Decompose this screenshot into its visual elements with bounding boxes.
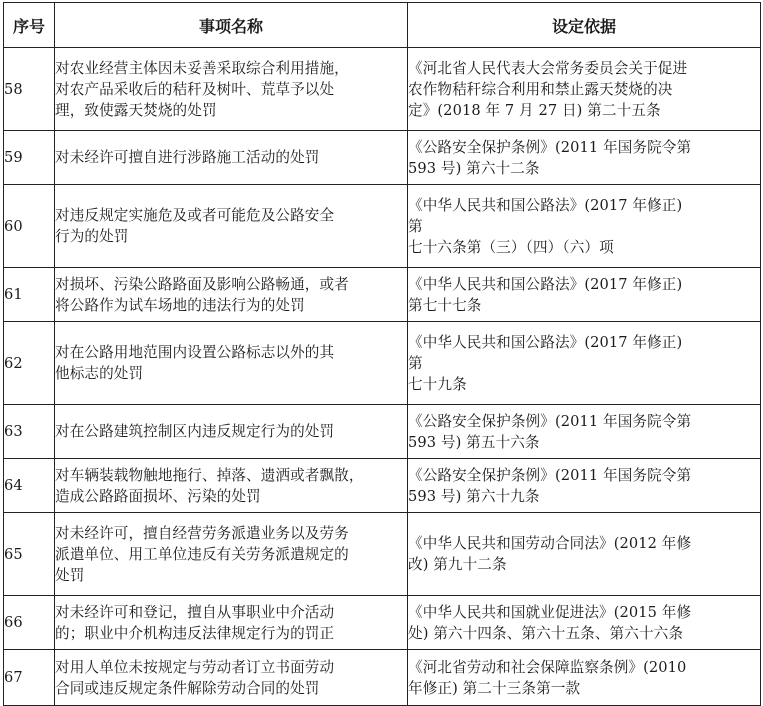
item-name-cell-line: 他标志的处罚: [55, 365, 144, 382]
table-row: [4, 405, 761, 459]
item-name-cell-line: 派遣单位、用工单位违反有关劳务派遣规定的: [55, 545, 349, 563]
item-name-cell-line: 对在公路用地范围内设置公路标志以外的其: [55, 344, 335, 361]
item-name-cell: [55, 185, 408, 268]
legal-basis-cell-line: 第: [408, 354, 423, 372]
item-name-cell-line: 处罚: [55, 566, 85, 584]
item-name-cell: [55, 650, 408, 706]
header-item-name: 事项名称: [55, 3, 408, 48]
item-name-cell-line: 对未经许可擅自进行涉路施工活动的处罚: [55, 149, 320, 166]
legal-basis-cell-line: 七十六条第（三）（四）（六）项: [408, 238, 614, 256]
legal-basis-cell-line: 《河北省人民代表大会常务委员会关于促进: [408, 59, 688, 77]
legal-basis-cell: [408, 131, 761, 185]
item-name-cell-line: 行为的处罚: [55, 228, 129, 245]
table-row: [4, 459, 761, 513]
serial-no-cell: 65: [4, 513, 55, 596]
item-name-cell-line: 对农产品采收后的秸秆及树叶、荒草予以处: [55, 80, 335, 98]
header-legal-basis: 设定依据: [408, 3, 761, 48]
item-name-cell-line: 对车辆装载物触地拖行、掉落、遗洒或者飘散，: [55, 466, 364, 484]
item-name-cell: [55, 513, 408, 596]
item-name-cell: [55, 322, 408, 405]
legal-basis-cell-line: 处) 第六十四条、第六十五条、第六十六条: [408, 624, 684, 642]
item-name-cell-line: 对农业经营主体因未妥善采取综合利用措施，: [55, 59, 349, 77]
item-name-cell-line: 对用人单位未按规定与劳动者订立书面劳动: [55, 658, 335, 676]
legal-basis-cell: [408, 459, 761, 513]
legal-basis-cell-line: 改) 第九十二条: [408, 556, 507, 573]
item-name-cell-line: 将公路作为试车场地的违法行为的处罚: [55, 296, 305, 314]
item-name-cell-line: 对未经许可和登记，擅自从事职业中介活动: [55, 603, 335, 621]
legal-basis-cell: [408, 268, 761, 322]
table-row: [4, 185, 761, 268]
legal-basis-cell-line: 定》(2018 年 7 月 27 日) 第二十五条: [408, 101, 661, 119]
table-row: [4, 513, 761, 596]
serial-no-cell: 66: [4, 596, 55, 650]
item-name-cell-line: 的；职业中介机构违反法律规定行为的罚正: [55, 624, 335, 642]
legal-basis-cell-line: 593 号) 第六十二条: [408, 159, 540, 177]
legal-basis-cell-line: 《中华人民共和国公路法》(2017 年修正): [408, 333, 683, 351]
item-name-cell-line: 对违反规定实施危及或者可能危及公路安全: [55, 207, 335, 224]
legal-basis-cell: [408, 650, 761, 706]
legal-basis-cell-line: 第: [408, 217, 423, 235]
item-name-cell-line: 对损坏、污染公路路面及影响公路畅通，或者: [55, 275, 349, 293]
item-name-cell-line: 理，致使露天焚烧的处罚: [55, 101, 217, 119]
serial-no-cell: 62: [4, 322, 55, 405]
table-row: [4, 322, 761, 405]
item-name-cell: [55, 596, 408, 650]
item-name-cell: [55, 268, 408, 322]
legal-basis-cell-line: 《中华人民共和国公路法》(2017 年修正): [408, 196, 683, 214]
legal-basis-cell-line: 年修正) 第二十三条第一款: [408, 679, 581, 697]
table-row: [4, 48, 761, 131]
legal-basis-cell-line: 《公路安全保护条例》(2011 年国务院令第: [408, 466, 692, 484]
serial-no-cell: 58: [4, 48, 55, 131]
legal-basis-cell-line: 七十九条: [408, 375, 467, 393]
serial-no-cell: 67: [4, 650, 55, 706]
item-name-cell-line: 合同或违反规定条件解除劳动合同的处罚: [55, 679, 320, 697]
legal-basis-cell-line: 农作物秸秆综合利用和禁止露天焚烧的决: [408, 80, 673, 98]
item-name-cell-line: 对在公路建筑控制区内违反规定行为的处罚: [55, 423, 335, 440]
table-row: [4, 650, 761, 706]
header-row: [4, 3, 761, 48]
table-row: [4, 268, 761, 322]
legal-basis-cell: [408, 596, 761, 650]
legal-basis-cell-line: 第七十七条: [408, 296, 482, 314]
table-row: [4, 596, 761, 650]
item-name-cell-line: 造成公路路面损坏、污染的处罚: [55, 487, 261, 505]
legal-basis-cell-line: 《河北省劳动和社会保障监察条例》(2010: [408, 658, 687, 676]
legal-basis-cell-line: 《公路安全保护条例》(2011 年国务院令第: [408, 138, 692, 156]
serial-no-cell: 60: [4, 185, 55, 268]
item-name-cell: [55, 459, 408, 513]
serial-no-cell: 59: [4, 131, 55, 185]
legal-basis-cell-line: 593 号) 第六十九条: [408, 487, 540, 505]
legal-basis-cell-line: 593 号) 第五十六条: [408, 433, 540, 451]
items-table: [3, 2, 761, 706]
table-row: [4, 131, 761, 185]
legal-basis-cell-line: 《公路安全保护条例》(2011 年国务院令第: [408, 412, 692, 430]
legal-basis-cell: [408, 322, 761, 405]
legal-basis-cell: [408, 48, 761, 131]
item-name-cell: [55, 405, 408, 459]
serial-no-cell: 63: [4, 405, 55, 459]
item-name-cell: [55, 131, 408, 185]
item-name-cell: [55, 48, 408, 131]
legal-basis-cell: [408, 513, 761, 596]
item-name-cell-line: 对未经许可，擅自经营劳务派遣业务以及劳务: [55, 524, 349, 542]
legal-basis-cell: [408, 185, 761, 268]
legal-basis-cell-line: 《中华人民共和国就业促进法》(2015 年修: [408, 603, 692, 621]
serial-no-cell: 64: [4, 459, 55, 513]
legal-basis-cell-line: 《中华人民共和国公路法》(2017 年修正): [408, 275, 683, 293]
legal-basis-cell: [408, 405, 761, 459]
legal-basis-cell-line: 《中华人民共和国劳动合同法》(2012 年修: [408, 535, 692, 552]
serial-no-cell: 61: [4, 268, 55, 322]
header-serial-no: 序号: [4, 3, 55, 48]
